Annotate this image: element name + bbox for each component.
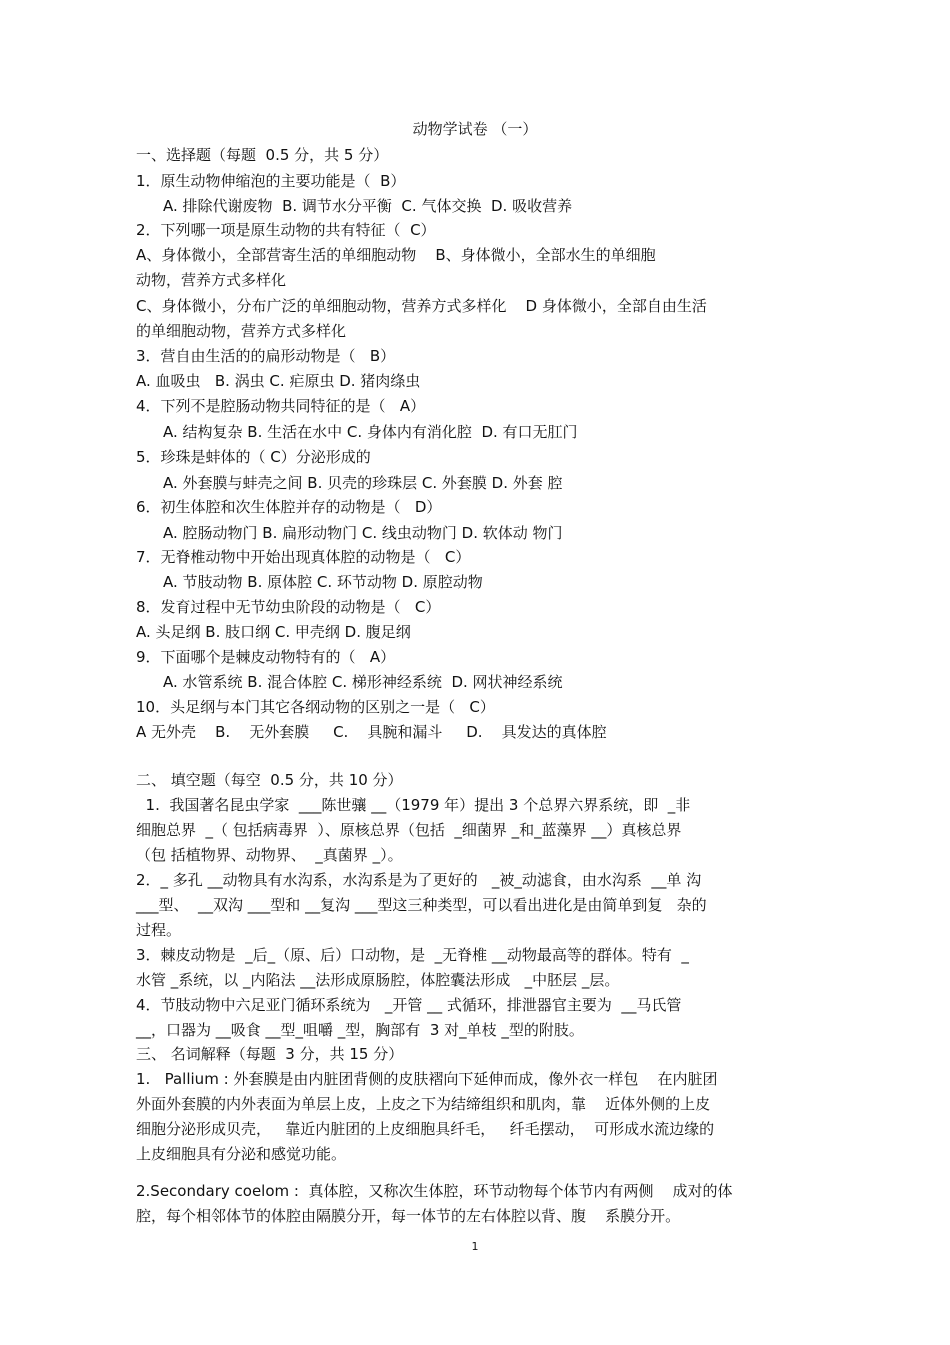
options-line: A. 水管系统 B. 混合体腔 C. 梯形神经系统 D. 网状神经系统 (163, 673, 563, 691)
options-line: A. 腔肠动物门 B. 扁形动物门 C. 线虫动物门 D. 软体动 物门 (163, 524, 563, 542)
options-line: 动物，营养方式多样化 (136, 271, 287, 289)
options-line: A、身体微小，全部营寄生活的单细胞动物 B、身体微小，全部水生的单细胞 (136, 246, 656, 264)
options-line: 的单细胞动物，营养方式多样化 (136, 322, 347, 340)
question-line: 9．下面哪个是棘皮动物特有的（ A） (136, 648, 396, 666)
term-line: 1. Pallium : 外套膜是由内脏团背侧的皮肤褶向下延伸而成，像外衣一样包 在内脏团 (136, 1070, 718, 1088)
fill-line: 4．节肢动物中六足亚门循环系统为 _开管 __ 式循环，排泄器官主要为 __马氏管 (136, 996, 682, 1014)
term-line: 腔，每个相邻体节的体腔由隔膜分开，每一体节的左右体腔以背、腹 系膜分开。 (136, 1207, 681, 1225)
fill-line: 细胞总界 _（ 包括病毒界 ）、原核总界（包括 _细菌界 _和_蓝藻界 __）真核总界 (136, 821, 682, 839)
question-line: 6．初生体腔和次生体腔并存的动物是（ D） (136, 498, 442, 516)
fill-line: 水管 _系统，以 _内陷法 __法形成原肠腔，体腔囊法形成 _中胚层 _层。 (136, 971, 620, 989)
document-title: 动物学试卷 （一） (412, 120, 538, 138)
fill-line: ___型、 __双沟 ___型和 __复沟 ___型这三种类型，可以看出进化是由简单到复 杂的 (136, 896, 707, 914)
term-line: 外面外套膜的内外表面为单层上皮，上皮之下为结缔组织和肌肉，靠 近体外侧的上皮 (136, 1095, 711, 1113)
options-line: C、身体微小，分布广泛的单细胞动物，营养方式多样化 D 身体微小，全部自由生活 (136, 297, 707, 315)
section-heading-choice: 一、选择题（每题 0.5 分，共 5 分） (136, 146, 389, 164)
options-line: A. 头足纲 B. 肢口纲 C. 甲壳纲 D. 腹足纲 (136, 623, 411, 641)
term-line: 上皮细胞具有分泌和感觉功能。 (136, 1145, 347, 1163)
fill-line: 2．_ 多孔 __动物具有水沟系，水沟系是为了更好的 _被_动滤食，由水沟系 __单 沟 (136, 871, 702, 889)
options-line: A. 排除代谢废物 B. 调节水分平衡 C. 气体交换 D. 吸收营养 (163, 197, 573, 215)
fill-line: 过程。 (136, 921, 182, 939)
question-line: 4．下列不是腔肠动物共同特征的是（ A） (136, 397, 426, 415)
fill-line: （包 括植物界、动物界、 _真菌界 _）。 (136, 846, 403, 864)
fill-line: 1. 我国著名昆虫学家 ___陈世骧 __（1979 年）提出 3 个总界六界系统，即 _非 (136, 796, 691, 814)
question-line: 5．珍珠是蚌体的（ C）分泌形成的 (136, 448, 371, 466)
options-line: A. 血吸虫 B. 涡虫 C. 疟原虫 D. 猪肉绦虫 (136, 372, 421, 390)
options-line: A. 结构复杂 B. 生活在水中 C. 身体内有消化腔 D. 有口无肛门 (163, 423, 578, 441)
section-heading-fill: 二、 填空题（每空 0.5 分，共 10 分） (136, 771, 403, 789)
question-line: 2．下列哪一项是原生动物的共有特征（ C） (136, 221, 436, 239)
term-line: 2.Secondary coelom : 真体腔，又称次生体腔，环节动物每个体节内有两侧 成对的体 (136, 1182, 733, 1200)
page-number: 1 (471, 1240, 479, 1253)
section-heading-terms: 三、 名词解释（每题 3 分，共 15 分） (136, 1045, 404, 1063)
question-line: 3．营自由生活的的扁形动物是（ B） (136, 347, 396, 365)
question-line: 10．头足纲与本门其它各纲动物的区别之一是（ C） (136, 698, 495, 716)
question-line: 8．发育过程中无节幼虫阶段的动物是（ C） (136, 598, 441, 616)
question-line: 7．无脊椎动物中开始出现真体腔的动物是（ C） (136, 548, 471, 566)
options-line: A. 节肢动物 B. 原体腔 C. 环节动物 D. 原腔动物 (163, 573, 483, 591)
fill-line: 3．棘皮动物是 _后_（原、后）口动物，是 _无脊椎 __动物最高等的群体。特有 _ (136, 946, 689, 964)
question-line: 1．原生动物伸缩泡的主要功能是（ B） (136, 172, 406, 190)
term-line: 细胞分泌形成贝壳， 靠近内脏团的上皮细胞具纤毛， 纤毛摆动， 可形成水流边缘的 (136, 1120, 715, 1138)
fill-line: __，口器为 __吸食 __型_咀嚼 _型，胸部有 3 对_单枝 _型的附肢。 (136, 1021, 584, 1039)
options-line: A. 外套膜与蚌壳之间 B. 贝壳的珍珠层 C. 外套膜 D. 外套 腔 (163, 474, 563, 492)
options-line: A 无外壳 B. 无外套膜 C. 具腕和漏斗 D. 具发达的真体腔 (136, 723, 607, 741)
